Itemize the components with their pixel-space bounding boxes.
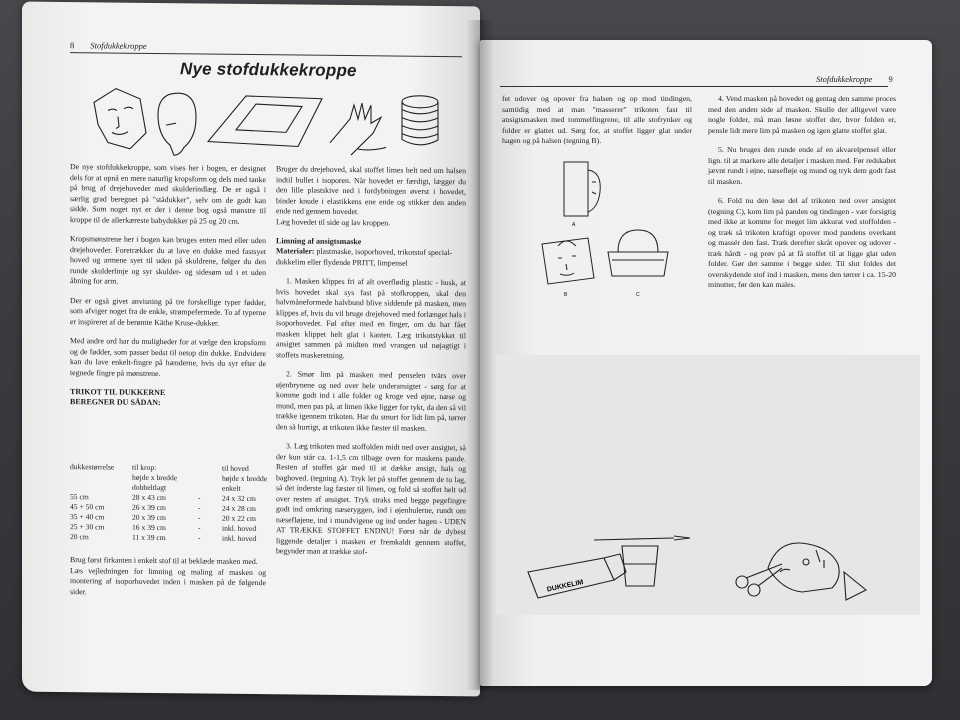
body-paragraph: Der er også givet anvisning på tre forskellige typer fødder, som afviger noget fra de enkle, strømpefermede. To af typerne er inspireret af de berømte Käthe Kruse-dukker. <box>70 295 266 328</box>
page-title: Nye stofdukkekroppe <box>180 59 357 81</box>
table-row: 45 + 50 cm 26 x 39 cm - 24 x 28 cm <box>70 502 256 514</box>
table-row: 20 cm 11 x 39 cm - inkl. hoved <box>70 532 257 544</box>
left-column-2 <box>276 164 466 567</box>
label-b: B <box>564 292 568 298</box>
tools-illustration <box>524 528 904 608</box>
right-column-1 <box>502 94 692 156</box>
section-heading: Limning af ansigtsmaske <box>276 236 362 247</box>
left-page-number: 8 <box>70 40 75 51</box>
body-paragraph: Læs vejledningen for limning og maling af masken og montering af isoporhovedet inden i masken på de følgende sider. <box>70 565 266 596</box>
intro-paragraph: De nye stofdukkekroppe, som vises her i bogen, er designet dels for at opnå en mere naturlig kropsform og dels med tanke på brug af drejehoveder med skulderindlæg. De er også i særlig grad beregnet på "stådukker", selv om de godt kan sidde. Som noget nyt er der i denne bog også mønstre til kroppe til de allerkæreste babydukker på 25 og 20 cm. <box>70 162 266 226</box>
step-3: 3. Læg trikoten med stoffolden midt ned over ansigtet, så der kun står ca. 1-1,5 cm tilbage oven for maskens pande. Resten af stoffet går med til at dække ansigt, hals og baghoved. (tegning A). Tryk let på stoffet gennem de to lag, så det inderste lag fæster til limen, og fold så stoffet helt ud over resten af ansigtet. Tryk straks med begge pegefingre godt ind omkring næseryggen, ind i øjenhulerne, rundt om næsefløjene, ind i mundvigene og ind under hagen - UDEN AT TRÆKKE STOFFET ENDNU! Først når de dybest liggende detaljer i masken er fremkaldt gennem stoffet, begynder man at trække stof- <box>276 441 466 557</box>
glue-tube-label: DUKKELIM <box>546 579 584 594</box>
right-page-header <box>816 74 893 84</box>
right-column-2 <box>708 94 896 300</box>
table-row: 55 cm 28 x 43 cm - 24 x 32 cm <box>70 492 256 504</box>
table-row: 35 + 40 cm 20 x 39 cm - 20 x 22 cm <box>70 512 256 524</box>
body-paragraph: Bruger du drejehoved, skal stoffet limes helt ned om halsen indtil hullet i isoporen. Når hovedet er færdigt, lægger du den lille plastskive ned i fordybningen øverst i hovedet, binder knude i elastikkens ene ende og stikker den anden ende ned gennem hovedet. <box>276 164 466 217</box>
table-header-row: dukkestørrelse til krop: til hoved <box>70 462 249 473</box>
right-page-number: 9 <box>888 74 893 84</box>
section-heading: BEREGNER DU SÅDAN: <box>70 397 161 408</box>
label-a: A <box>572 222 576 228</box>
table-header-row: højde x bredde højde x bredde <box>132 472 268 484</box>
table-header-row: dobbeltlagt enkelt <box>132 482 241 493</box>
body-paragraph: Brug først firkanten i enkelt stof til at beklæde masken med. <box>70 555 258 567</box>
right-header-rule <box>500 86 888 87</box>
left-page <box>22 2 480 697</box>
materials-line <box>276 246 466 269</box>
body-paragraph: Læg hovedet til side og lav kroppen. <box>276 216 391 227</box>
body-paragraph: Med andre ord har du muligheder for at vælge den kropsform og de fødder, som passer bedst til netop din dukke. Endvidere kan du lave enkelt-fingre på hænderne, hvis du syr efter de tegnede fingre på mønstrene. <box>70 336 266 378</box>
table-row: 25 + 30 cm 16 x 39 cm - inkl. hoved <box>70 522 257 534</box>
materials-label: Materialer: <box>276 246 315 256</box>
left-column-1 <box>70 162 266 419</box>
left-page-header <box>70 40 147 51</box>
step-2: 2. Smør lim på masken med penselen tvärs over øjenbrynene og ned over hele underansigtet - sørg for at komme godt ind i alle folder og kroge ved øjne, næse og mund, men pas på, at limen ikke ligger for tykt, da den så vil trække igennem trikoten. Har du smurt for lidt lim på, tørrer den så hurtigt, at trikoten ikke fæster til masken. <box>276 369 466 433</box>
left-running-header: Stofdukkekroppe <box>90 40 147 51</box>
right-running-header: Stofdukkekroppe <box>816 74 873 84</box>
materials-text: plastmaske, isoporhoved, trikotstof special-dukkelim eller flydende PRITT, limpensel <box>276 246 453 268</box>
step-4: 4. Vend masken på hovedet og gentag den samme proces med den anden side af masken. Skulle der alligevel være nogle folder, må man løsne stoffet der, hvor folden er, pensle lidt mere lim på masken og igen glatte stoffet glat. <box>708 94 896 135</box>
left-column-1-bottom <box>70 555 266 608</box>
section-heading: TRIKOT TIL DUKKERNE <box>70 387 166 398</box>
body-paragraph: fet udover og opover fra halsen og op mod tindingen, samtidig med at man "masserer" trikoten fast til ansigtsmasken med tommelfingrene, til alle stofrynker og folder er glattet ud. Sørg for, at stoffet ligger glat under hagen og på halsen (tegning B). <box>502 94 692 145</box>
step-5: 5. Nu bruges den runde ende af en akvarelpensel eller lign. til at markere alle detaljer i masken med. Før redskabet jævnt rundt i øjne, næsefløje og mund og tryk dem godt fast til masken. <box>708 145 896 186</box>
body-paragraph: Kropsmønstrene her i bogen kan bruges enten med eller uden drejehoveder. Foretrækker du at lave en dukke med fastsyet hoved og armene syet til uden på skuldrene, følger du den runde skulderlinje og syr skulder- og sidesøm ud i et uden åbning for arm. <box>70 234 266 286</box>
mask-drawings-abc <box>536 158 676 298</box>
step-6: 6. Fold nu den løse del af trikoten ned over ansigtet (tegning C), kom lim på panden og tindingen - vær forsigtig med ikke at komme for meget lim akkurat ved stoffolden - og træk så trikoten kraftigt opover mod pandens overkant og massér den fast. Træk derefter skråt opover og udover - træk hårdt - og prøv på at få stoffet til at ligge glat uden folder. Gør det samme i begge sider. Til slut foldes det overskydende stof ind i masken, mens den tørrer i ca. 15-20 minutter, før den kan males. <box>708 196 896 289</box>
label-c: C <box>636 292 640 298</box>
left-header-rule <box>70 52 462 57</box>
fabric-size-table <box>70 462 282 544</box>
materials-illustration <box>86 84 446 160</box>
step-1: 1. Masken klippes fri af alt overflødig plastic - husk, at hvis hovedet skal sys fast på stofkroppen, skal den halvmåneformede halvbund blive siddende på masken, men klippes af, hvis du vil bruge drejehoved med forlænget hals i isoporhovedet. Føl efter med en finger, om du har fået masken klippet helt glat i kanten. Læg trikotstykket til ansigtet sammen på midten med vrangen ud nøjagtigt i stoffets maskeretning. <box>276 276 466 360</box>
